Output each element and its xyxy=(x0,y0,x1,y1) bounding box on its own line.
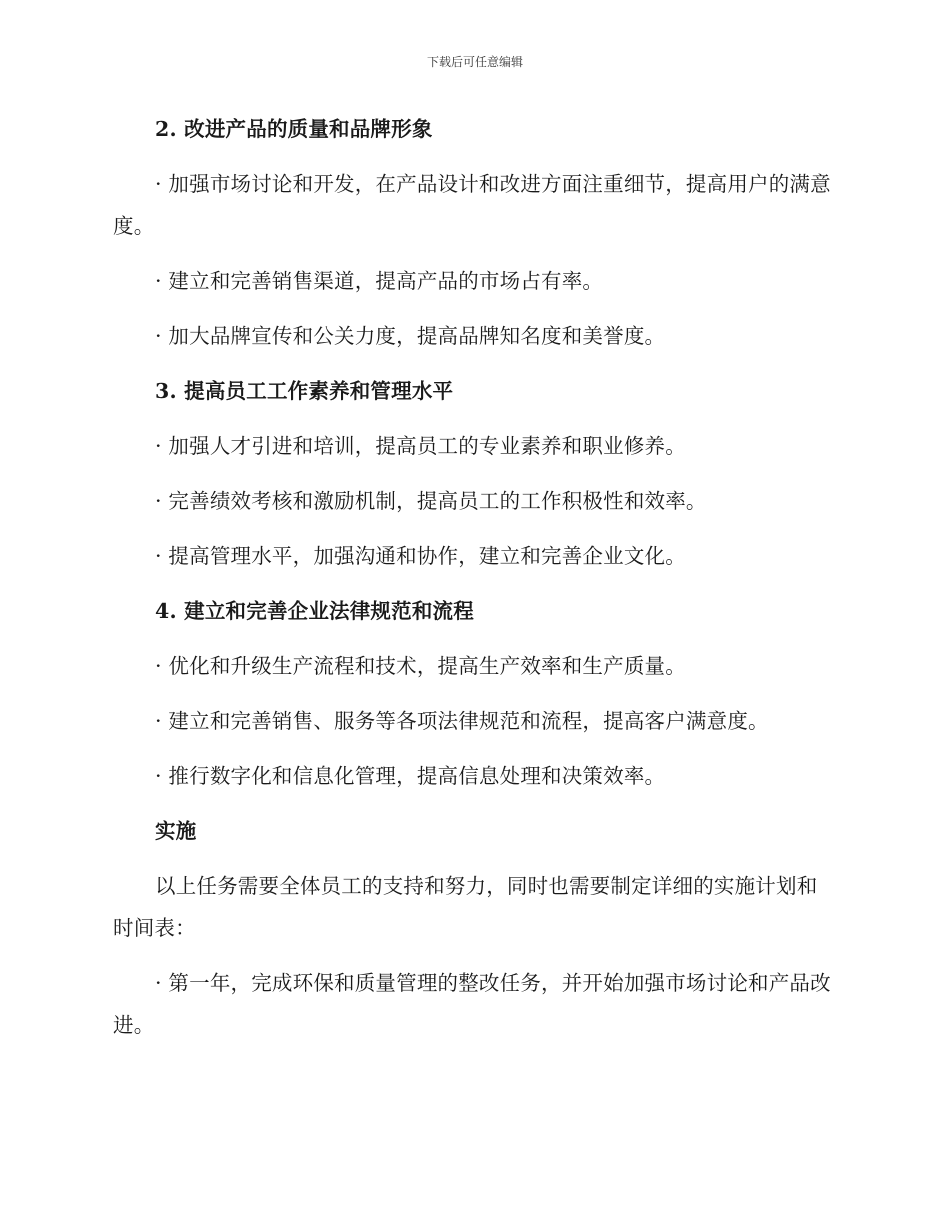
bullet-item: · 优化和升级生产流程和技术，提高生产效率和生产质量。 xyxy=(155,654,686,678)
section-heading-4: 4. 建立和完善企业法律规范和流程 xyxy=(155,599,474,623)
page-header: 下载后可任意编辑 xyxy=(426,55,523,69)
bullet-item: · 加强人才引进和培训，提高员工的专业素养和职业修养。 xyxy=(155,434,686,458)
bullet-item: · 建立和完善销售渠道，提高产品的市场占有率。 xyxy=(155,269,604,293)
bullet-item: · 提高管理水平，加强沟通和协作，建立和完善企业文化。 xyxy=(155,544,686,568)
bullet-item: · 第一年，完成环保和质量管理的整改任务，并开始加强市场讨论和产品改进。 xyxy=(113,971,831,1037)
bullet-item: · 加强市场讨论和开发，在产品设计和改进方面注重细节，提高用户的满意度。 xyxy=(113,172,831,238)
document-body xyxy=(113,108,833,1059)
section-heading-3: 3. 提高员工工作素养和管理水平 xyxy=(155,379,454,403)
bullet-item: · 推行数字化和信息化管理，提高信息处理和决策效率。 xyxy=(155,764,666,788)
section-heading-2: 2. 改进产品的质量和品牌形象 xyxy=(155,117,433,141)
bullet-item: · 加大品牌宣传和公关力度，提高品牌知名度和美誉度。 xyxy=(155,324,666,348)
bullet-item: · 建立和完善销售、服务等各项法律规范和流程，提高客户满意度。 xyxy=(155,709,769,733)
bullet-item: · 完善绩效考核和激励机制，提高员工的工作积极性和效率。 xyxy=(155,489,707,513)
paragraph: 以上任务需要全体员工的支持和努力，同时也需要制定详细的实施计划和时间表： xyxy=(113,874,818,940)
section-heading-implementation: 实施 xyxy=(155,819,197,843)
